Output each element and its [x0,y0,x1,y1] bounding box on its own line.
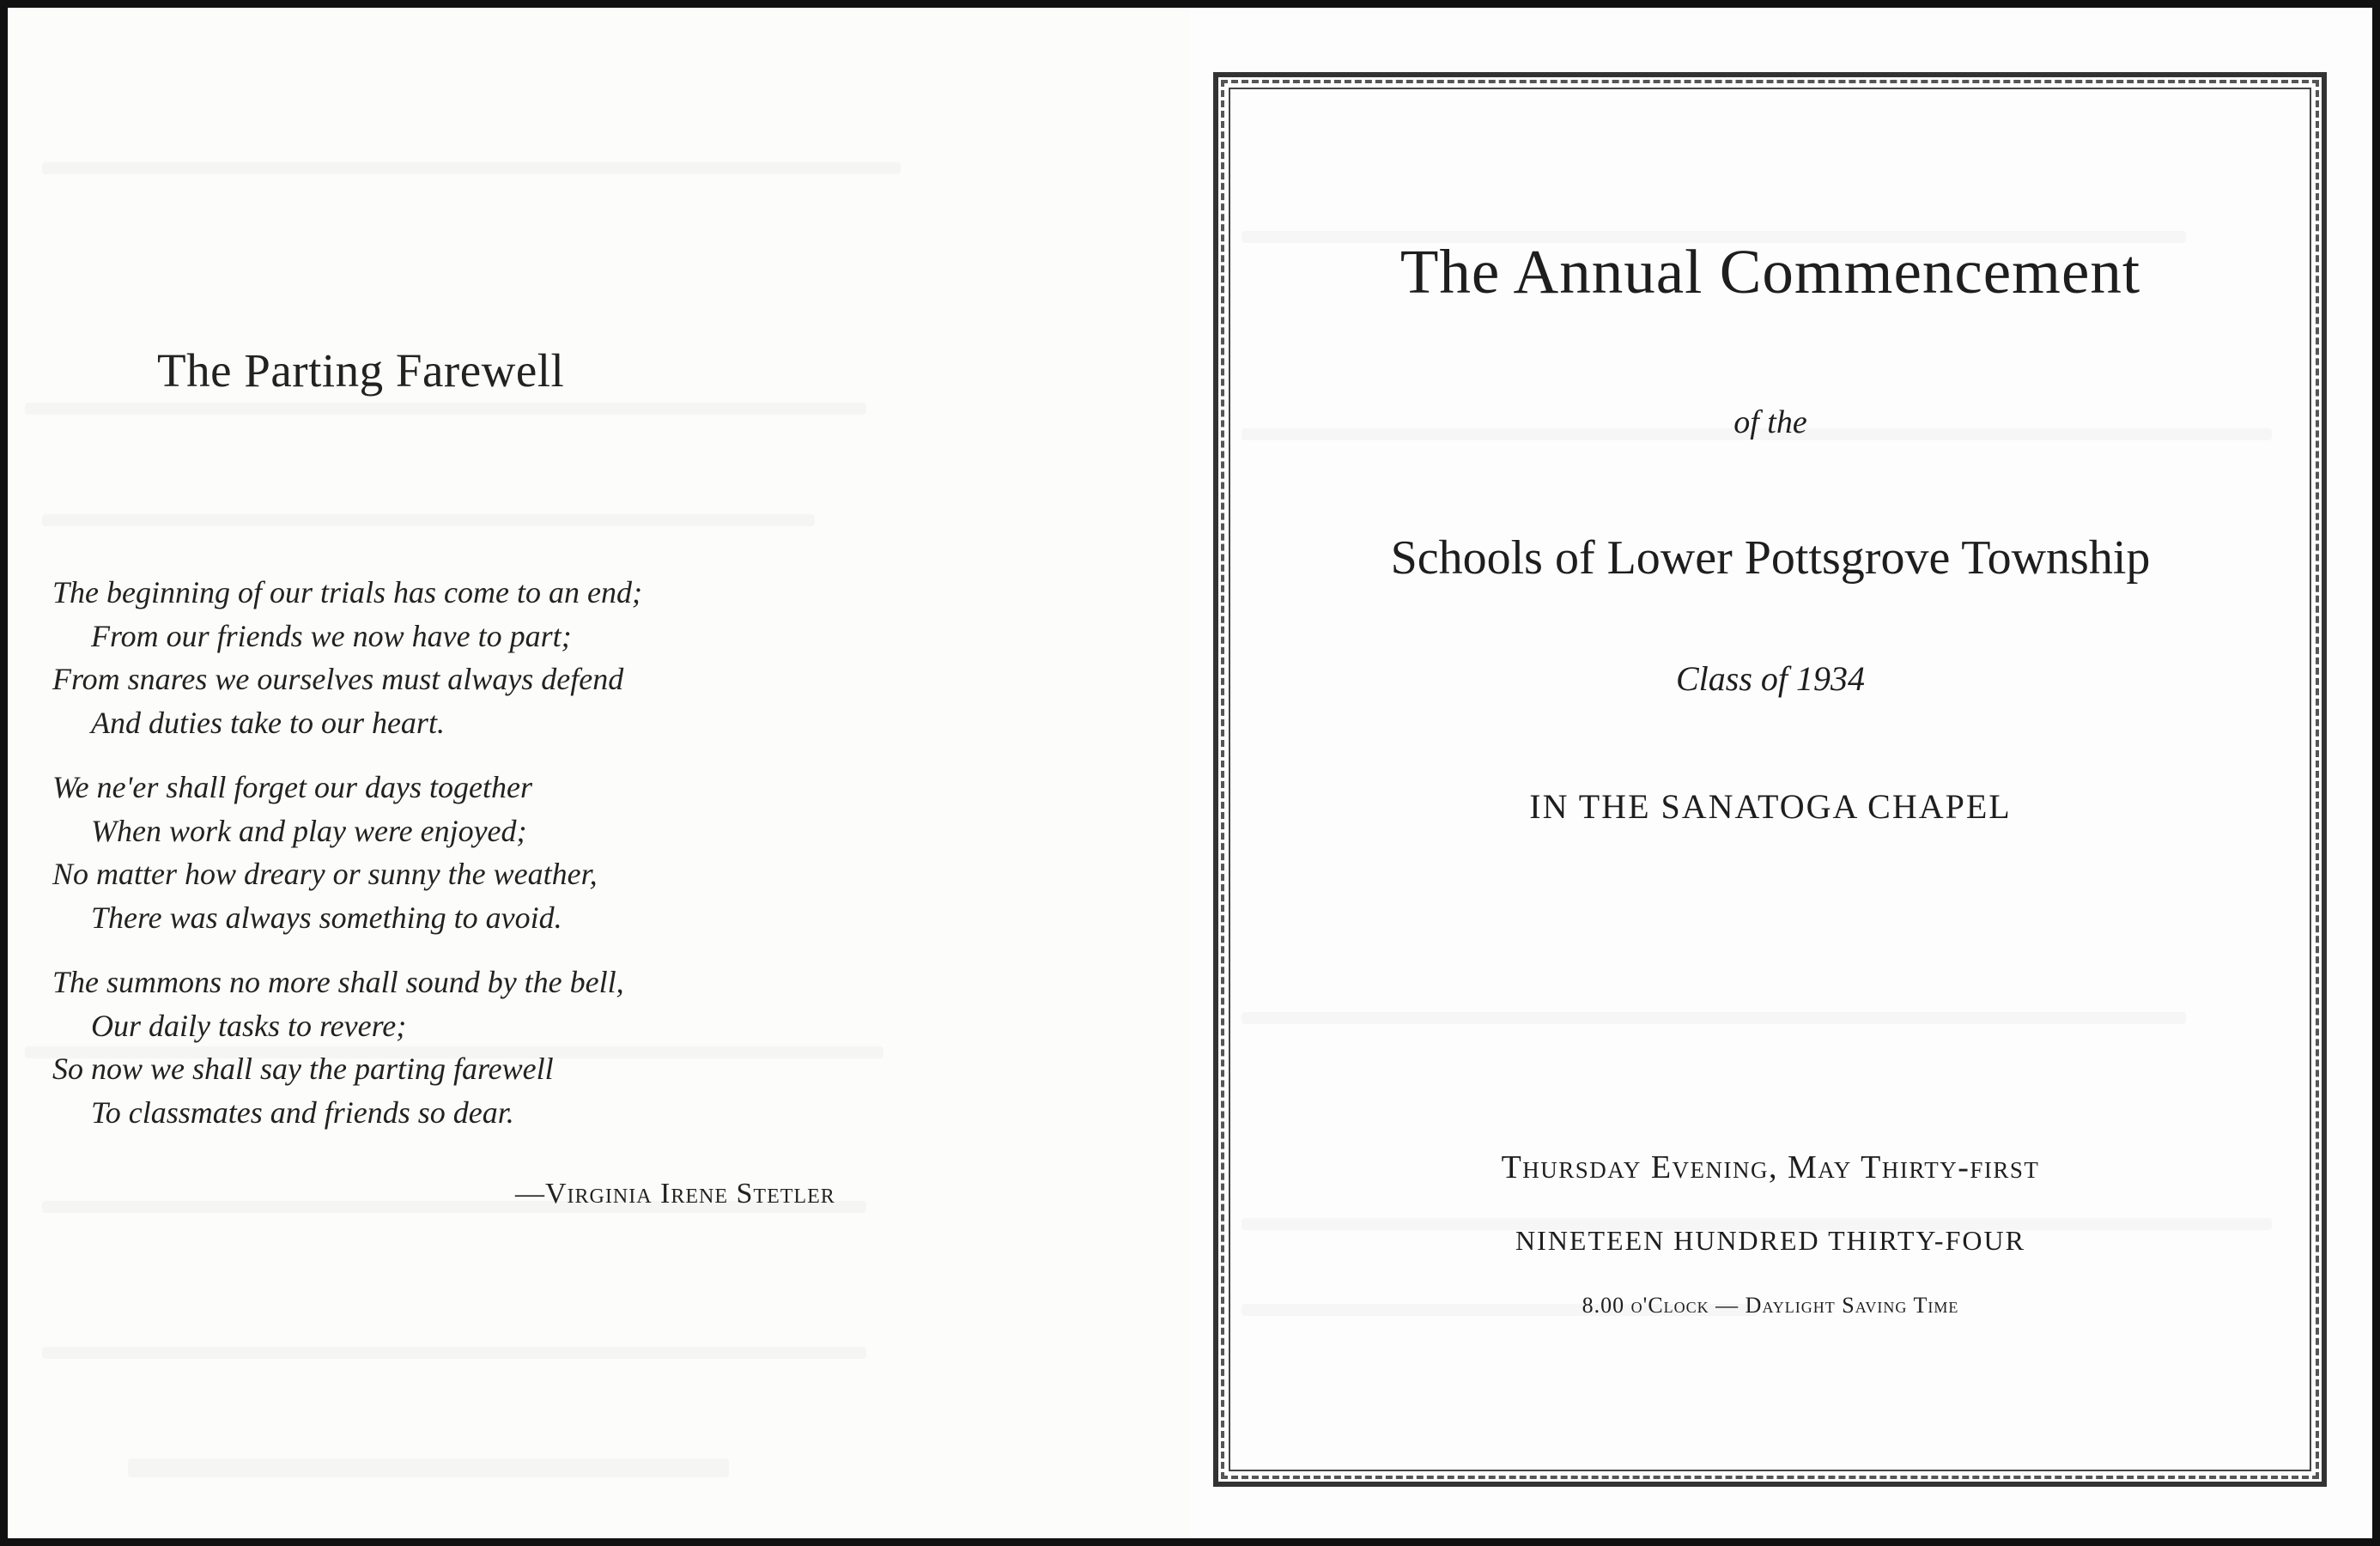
program-date: Thursday Evening, May Thirty-first [1501,1149,2040,1185]
poem-author: —Virginia Irene Stetler [515,1178,835,1210]
poem-stanza [52,961,954,1134]
poem [52,571,954,1155]
poem-stanza [52,766,954,939]
poem-line: No matter how dreary or sunny the weather, [52,857,598,891]
poem-line: From snares we ourselves must always defend [52,662,624,696]
poem-title: The Parting Farewell [157,344,565,397]
poem-line: Our daily tasks to revere; [91,1008,407,1043]
poem-stanza [52,571,954,744]
program-year: NINETEEN HUNDRED THIRTY-FOUR [1515,1225,2025,1256]
program-title: The Annual Commencement [1399,237,2141,306]
program-schools: Schools of Lower Pottsgrove Township [1390,531,2151,585]
program-of-the: of the [1733,404,1807,440]
program-class-year: Class of 1934 [1675,659,1866,698]
poem-line: From our friends we now have to part; [91,618,572,653]
poem-line: When work and play were enjoyed; [91,813,527,848]
poem-line: So now we shall say the parting farewell [52,1052,554,1086]
poem-line: The summons no more shall sound by the bell, [52,965,624,999]
program-time: 8.00 o'Clock — Daylight Saving Time [1582,1293,1959,1318]
poem-line: To classmates and friends so dear. [91,1094,514,1130]
poem-line: We ne'er shall forget our days together [52,770,532,804]
poem-line: The beginning of our trials has come to an end; [52,575,642,609]
poem-line: And duties take to our heart. [91,705,445,740]
program-location: IN THE SANATOGA CHAPEL [1529,787,2012,826]
poem-line: There was always something to avoid. [91,900,562,935]
